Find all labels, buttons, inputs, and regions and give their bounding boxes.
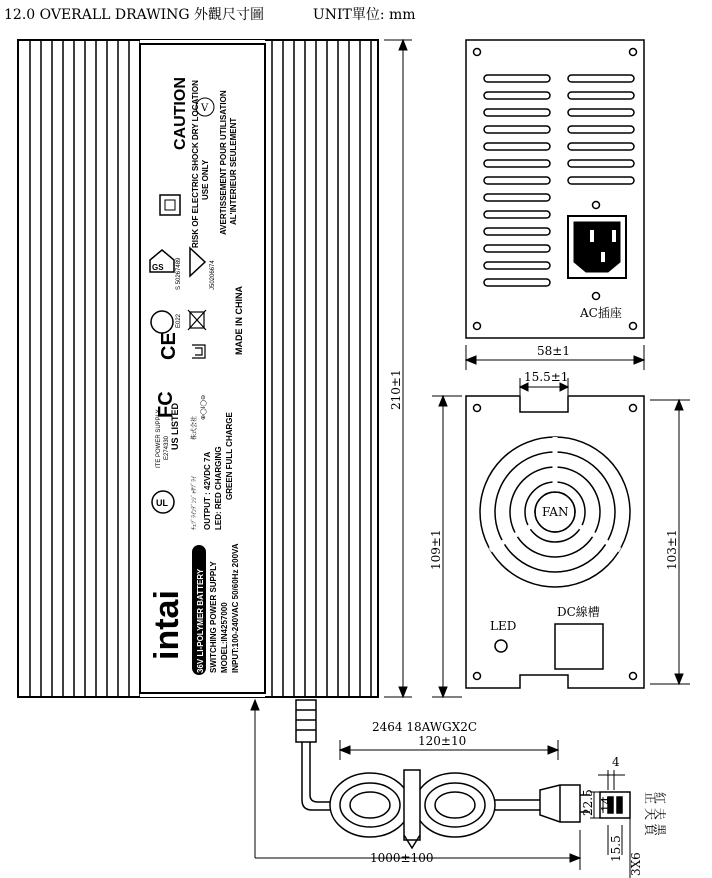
vent-slot (484, 126, 550, 133)
vent-slot (484, 194, 550, 201)
cooling-fins-right (272, 40, 371, 697)
ite-number-text: E274330 (164, 435, 170, 460)
vent-slot (484, 109, 550, 116)
unit-label: UNIT單位: mm (312, 7, 416, 23)
input-text: INPUT:100-240VAC 50/60Hz 200VA (231, 543, 240, 673)
risk-text: RISK OF ELECTRIC SHOCK DRY LOCATION (191, 80, 200, 248)
cord-length-value: 1000±100 (370, 851, 434, 865)
ce-mark-text: CE (158, 332, 180, 360)
cable-spec-text: 2464 18AWGX2C (372, 720, 478, 734)
led-label: LED (490, 619, 517, 633)
dc-slot-label: DC線槽 (557, 605, 600, 619)
dc-cable-slot (555, 624, 603, 669)
cable-tie (404, 770, 420, 840)
svg-text:UL: UL (156, 498, 168, 508)
led-red-text: LED: RED CHARGING (214, 446, 223, 530)
fan-label: FAN (542, 505, 569, 519)
svg-text:V: V (201, 103, 209, 114)
plug-4-value: 4 (612, 755, 620, 769)
kk-text: 株式会社 (192, 415, 198, 440)
ac-end-panel (466, 40, 644, 338)
panel-height-value: 103±1 (665, 529, 679, 570)
body-height-value: 109±1 (429, 529, 443, 570)
polarity-bottom-text: 紅 夫 黑 (653, 792, 667, 836)
length-value: 210±1 (389, 369, 403, 410)
made-in-china-text: MADE IN CHINA (234, 286, 244, 355)
use-only-text: USE ONLY (201, 159, 210, 200)
vent-slot (484, 279, 550, 286)
output-text: OUTPUT : 42VDC 7A (203, 451, 212, 530)
vent-slot (568, 160, 634, 167)
vent-slot (484, 92, 550, 99)
vent-slot (484, 160, 550, 167)
width-value: 58±1 (537, 344, 570, 358)
dc-end-panel (466, 396, 644, 688)
e-mark-number-text: E022 (176, 313, 182, 328)
switching-text: SWITCHING POWER SUPPLY (209, 561, 218, 673)
jp-supplier-text: ﾁｭﾌﾟﾗｲﾝﾃﾞﾝｼﾞｬｻﾌﾟﾗｲ (192, 475, 198, 530)
plug-22-value: 22.5 (581, 789, 595, 816)
led-indicator (495, 640, 507, 652)
cable-length-value: 120±10 (418, 734, 467, 748)
battery-type-text: 36V LI-POLYMER BATTERY (196, 568, 205, 673)
slot-width-value: 15.5±1 (524, 370, 569, 384)
cooling-fins-left (30, 40, 140, 697)
fcc-mark-text: FC (155, 391, 177, 418)
plug-15-value: 15.5 (609, 835, 623, 862)
tuv-number-text: J50206674 (210, 260, 216, 290)
vent-slot (484, 228, 550, 235)
ul-listed-text: US LISTED (170, 402, 180, 450)
plug-3x6-value: 3X6 (629, 852, 643, 876)
polarity-symbol-text: ⊕◯I◯⊖ (201, 394, 207, 420)
vent-slot (484, 75, 550, 82)
vent-slot (484, 211, 550, 218)
brand-logo-text: intai (148, 590, 186, 660)
led-green-text: GREEN FULL CHARGE (225, 412, 234, 500)
vent-slot (568, 177, 634, 184)
vent-slot (484, 177, 550, 184)
model-text: MODEL:IN4257000 (220, 602, 229, 673)
serial-text: S 50267489 (176, 257, 182, 290)
strain-relief (296, 700, 316, 742)
interieur-text: AL'INTERIEUR SEULEMENT (229, 117, 238, 225)
vent-slot (568, 143, 634, 150)
polarity-top-text: 正 天 負 (643, 792, 657, 836)
vent-slot (484, 143, 550, 150)
vent-slot (484, 245, 550, 252)
caution-text: CAUTION (172, 77, 189, 150)
vent-slot (484, 262, 550, 269)
vent-slot (568, 92, 634, 99)
avertissement-text: AVERTISSEMENT POUR UTILISATION (219, 90, 228, 235)
vent-slot (568, 109, 634, 116)
length-dimension (384, 40, 412, 697)
svg-text:GS: GS (152, 263, 164, 272)
ac-socket-label: AC插座 (580, 306, 622, 320)
plug-14-value: 14 (599, 796, 613, 812)
vent-slot (568, 75, 634, 82)
section-title: 12.0 OVERALL DRAWING 外觀尺寸圖 (4, 7, 264, 23)
ite-text: ITE POWER SUPPLY (156, 409, 162, 468)
vent-slot (568, 126, 634, 133)
